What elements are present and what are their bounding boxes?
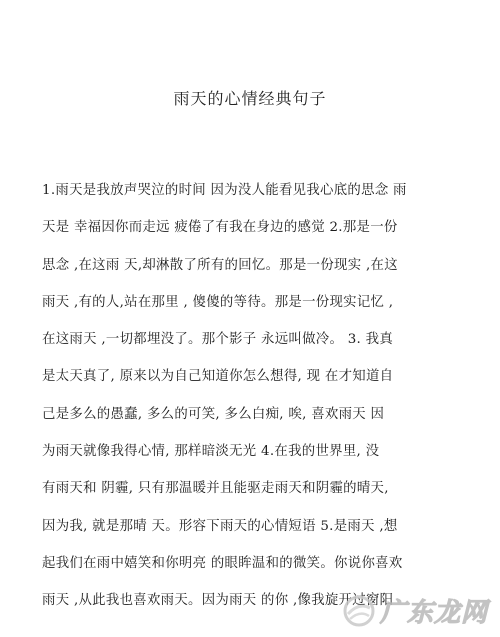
globe-swirl-logo-icon — [342, 594, 376, 628]
body-line: 是太天真了, 原来以为自己知道你怎么想得, 现 在才知道自 — [42, 369, 394, 385]
body-line: 起我们在雨中嬉笑和你明亮 的眼眸温和的微笑。你说你喜欢 — [42, 555, 403, 571]
body-line: 为雨天就像我得心情, 那样暗淡无光 4.在我的世界里, 没 — [42, 444, 380, 460]
document-title: 雨天的心情经典句子 — [173, 89, 327, 108]
body-line: 1.雨天是我放声哭泣的时间 因为没人能看见我心底的思念 雨 — [42, 183, 407, 198]
body-line: 思念 ,在这雨 天,却淋散了所有的回忆。那是一份现实 ,在这 — [42, 257, 398, 273]
body-line: 在这雨天 ,一切都埋没了。那个影子 永远叫做冷。 3. 我真 — [42, 332, 394, 348]
watermark — [342, 592, 488, 629]
body-line: 因为我, 就是那晴 天。形容下雨天的心情短语 5.是雨天 ,想 — [42, 518, 398, 534]
body-line: 雨天 ,从此我也喜欢雨天。因为雨天 的你 ,像我旋开过窗阳 — [42, 593, 394, 609]
body-line: 雨天 ,有的人,站在那里 , 傻傻的等待。那是一份现实记忆 , — [42, 294, 394, 310]
document-body — [42, 172, 442, 620]
body-line: 天是 幸福因你而走远 疲倦了有我在身边的感觉 2.那是一份 — [42, 220, 398, 236]
body-line: 己是多么的愚蠢, 多么的可笑, 多么白痴, 唉, 喜欢雨天 因 — [42, 406, 385, 422]
watermark-text: 广东龙网 — [379, 598, 488, 628]
body-line: 有雨天和 阴霾, 只有那温暖并且能驱走雨天和阴霾的晴天, — [42, 481, 389, 497]
